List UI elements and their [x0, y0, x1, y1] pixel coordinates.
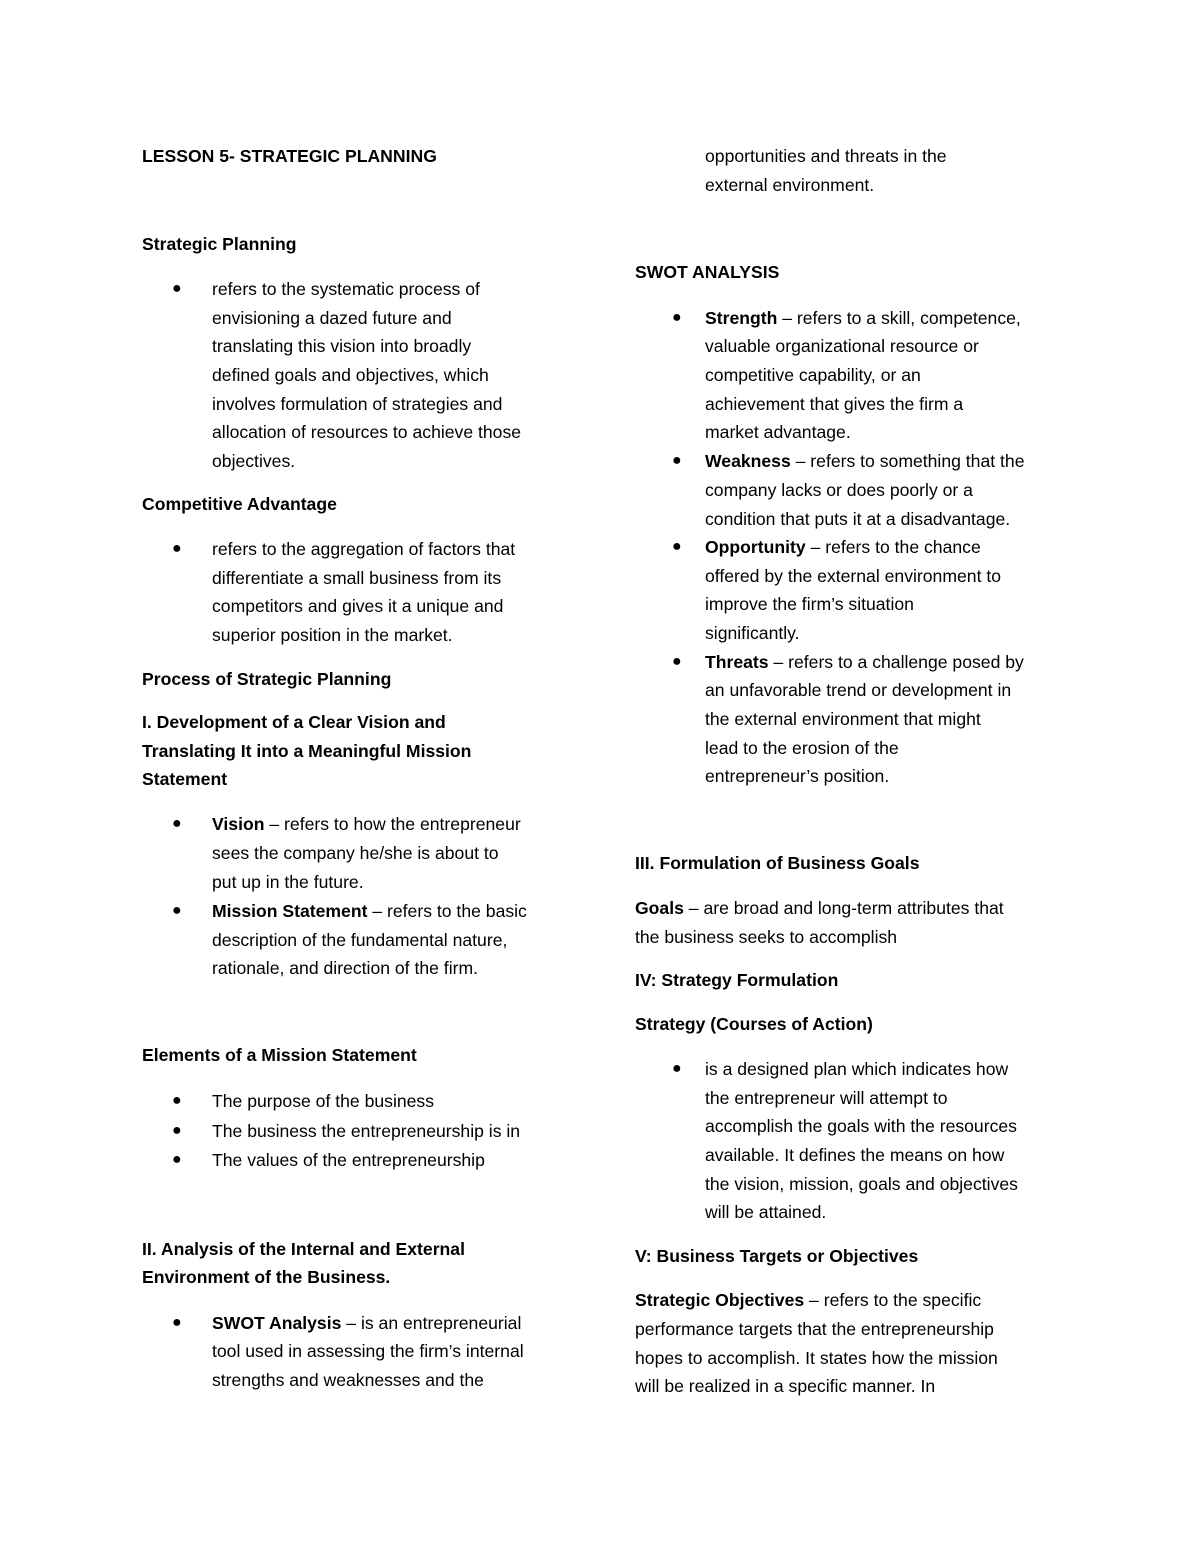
strategic-planning-heading: Strategic Planning — [142, 234, 297, 254]
step5-heading: V: Business Targets or Objectives — [635, 1246, 919, 1266]
bullet-icon: ● — [172, 1122, 182, 1139]
strength-def-line: market advantage. — [705, 422, 851, 442]
opportunity-term: Opportunity — [705, 537, 806, 557]
strategy-def-line: the entrepreneur will attempt to — [705, 1088, 948, 1108]
sp-def-line: involves formulation of strategies and — [212, 394, 503, 414]
vision-def-line: put up in the future. — [212, 872, 364, 892]
element-item: The business the entrepreneurship is in — [212, 1121, 521, 1141]
strategy-heading: Strategy (Courses of Action) — [635, 1014, 873, 1034]
weakness-def-line: condition that puts it at a disadvantage. — [705, 509, 1011, 529]
strategy-def-line: the vision, mission, goals and objectives — [705, 1174, 1018, 1194]
strategic-objectives-term: Strategic Objectives — [635, 1290, 805, 1310]
so-def-line: performance targets that the entrepreneurship — [635, 1319, 994, 1339]
swot-analysis-line — [212, 1312, 521, 1334]
swot-def-line: tool used in assessing the firm’s internal — [212, 1341, 524, 1361]
so-def-line: hopes to accomplish. It states how the mission — [635, 1348, 998, 1368]
strength-def-line: competitive capability, or an — [705, 365, 921, 385]
strategy-def-line: is a designed plan which indicates how — [705, 1059, 1009, 1079]
strength-line — [705, 307, 1021, 329]
strategy-def-line: accomplish the goals with the resources — [705, 1116, 1017, 1136]
mission-def: – refers to the basic — [367, 901, 527, 921]
goals-term: Goals — [635, 898, 684, 918]
weakness-def: – refers to something that the — [790, 451, 1025, 471]
swot-def-line: strengths and weaknesses and the — [212, 1370, 484, 1390]
competitive-advantage-heading: Competitive Advantage — [142, 494, 337, 514]
sp-def-line: refers to the systematic process of — [212, 279, 480, 299]
sp-def-line: envisioning a dazed future and — [212, 308, 452, 328]
ca-def-line: refers to the aggregation of factors that — [212, 539, 516, 559]
threats-def-line: an unfavorable trend or development in — [705, 680, 1012, 700]
threats-def-line: lead to the erosion of the — [705, 738, 899, 758]
elements-heading: Elements of a Mission Statement — [142, 1045, 417, 1065]
opportunity-def-line: significantly. — [705, 623, 800, 643]
bullet-icon: ● — [172, 902, 182, 919]
mission-def-line: description of the fundamental nature, — [212, 930, 508, 950]
vision-line — [212, 813, 521, 835]
threats-line — [705, 651, 1024, 673]
lesson-title: LESSON 5- STRATEGIC PLANNING — [142, 146, 437, 166]
swot-heading: SWOT ANALYSIS — [635, 262, 780, 282]
mission-def-line: rationale, and direction of the firm. — [212, 958, 479, 978]
bullet-icon: ● — [172, 280, 182, 297]
opportunity-def: – refers to the chance — [805, 537, 981, 557]
step3-heading: III. Formulation of Business Goals — [635, 853, 920, 873]
strategy-def-line: will be attained. — [705, 1202, 827, 1222]
sp-def-line: objectives. — [212, 451, 296, 471]
strategy-def-line: available. It defines the means on how — [705, 1145, 1005, 1165]
weakness-line — [705, 450, 1025, 472]
sp-def-line: allocation of resources to achieve those — [212, 422, 522, 442]
weakness-def-line: company lacks or does poorly or a — [705, 480, 973, 500]
ca-def-line: differentiate a small business from its — [212, 568, 502, 588]
opportunity-line — [705, 536, 981, 558]
threats-def-line: the external environment that might — [705, 709, 981, 729]
sp-def-line: translating this vision into broadly — [212, 336, 472, 356]
opportunity-def-line: improve the firm’s situation — [705, 594, 914, 614]
vision-def: – refers to how the entrepreneur — [264, 814, 521, 834]
strength-def: – refers to a skill, competence, — [777, 308, 1021, 328]
element-item: The values of the entrepreneurship — [212, 1150, 485, 1170]
weakness-term: Weakness — [705, 451, 791, 471]
bullet-icon: ● — [172, 540, 182, 557]
bullet-icon: ● — [672, 309, 682, 326]
goals-def: – are broad and long-term attributes that — [683, 898, 1004, 918]
threats-def-line: entrepreneur’s position. — [705, 766, 890, 786]
threats-def: – refers to a challenge posed by — [768, 652, 1024, 672]
sp-def-line: defined goals and objectives, which — [212, 365, 489, 385]
bullet-icon: ● — [172, 1314, 182, 1331]
continuation-line: external environment. — [705, 175, 875, 195]
step2-heading-line: II. Analysis of the Internal and External — [142, 1239, 465, 1259]
vision-term: Vision — [212, 814, 265, 834]
strategic-objectives-line — [635, 1289, 981, 1311]
ca-def-line: superior position in the market. — [212, 625, 453, 645]
so-def-line: will be realized in a specific manner. In — [635, 1376, 936, 1396]
mission-line — [212, 900, 527, 922]
bullet-icon: ● — [672, 452, 682, 469]
vision-def-line: sees the company he/she is about to — [212, 843, 499, 863]
swot-term: SWOT Analysis — [212, 1313, 342, 1333]
goals-line — [635, 897, 1004, 919]
strength-def-line: achievement that gives the firm a — [705, 394, 964, 414]
bullet-icon: ● — [672, 1060, 682, 1077]
step2-heading-line: Environment of the Business. — [142, 1267, 391, 1287]
step4-heading: IV: Strategy Formulation — [635, 970, 839, 990]
continuation-line: opportunities and threats in the — [705, 146, 947, 166]
threats-term: Threats — [705, 652, 769, 672]
bullet-icon: ● — [172, 815, 182, 832]
goals-def-line: the business seeks to accomplish — [635, 927, 898, 947]
process-heading: Process of Strategic Planning — [142, 669, 392, 689]
swot-def: – is an entrepreneurial — [341, 1313, 522, 1333]
strength-term: Strength — [705, 308, 778, 328]
strength-def-line: valuable organizational resource or — [705, 336, 979, 356]
strategic-objectives-def: – refers to the specific — [804, 1290, 982, 1310]
opportunity-def-line: offered by the external environment to — [705, 566, 1002, 586]
ca-def-line: competitors and gives it a unique and — [212, 596, 504, 616]
bullet-icon: ● — [672, 653, 682, 670]
step1-heading-line: Statement — [142, 769, 228, 789]
bullet-icon: ● — [172, 1151, 182, 1168]
step1-heading-line: I. Development of a Clear Vision and — [142, 712, 446, 732]
element-item: The purpose of the business — [212, 1091, 435, 1111]
bullet-icon: ● — [172, 1092, 182, 1109]
step1-heading-line: Translating It into a Meaningful Mission — [142, 741, 472, 761]
bullet-icon: ● — [672, 538, 682, 555]
mission-term: Mission Statement — [212, 901, 368, 921]
